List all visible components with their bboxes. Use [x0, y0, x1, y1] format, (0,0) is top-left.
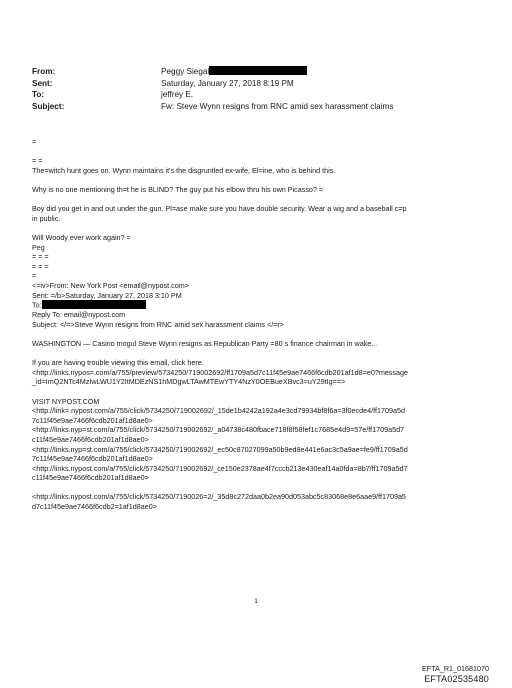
body-line: <=iv>From: New York Post <email@nypost.com> [32, 280, 189, 290]
body-line: = = [32, 156, 43, 166]
body-line: The=witch hunt goes on. Wynn maintains it's the disgruntled ex-wife, El=ine, who is behind this. [32, 165, 336, 175]
body-line: <http://links.nyp=st.com/a/755/click/5734250/719002692/_a04738c480fbace718f8f58fef1c7685e4d9=57e/ff1709a5d7 [32, 425, 405, 435]
body-line: Will Woody ever work again? = [32, 232, 131, 242]
email-body [32, 137, 492, 512]
to-label: To: [32, 90, 45, 99]
body-line: WASHINGTON — Casino mogul Steve Wynn resigns as Republican Party =80 s finance chairman in wake... [32, 338, 378, 348]
from-value: Peggy Siegal [161, 67, 210, 76]
body-line: Boy did you get in and out under the gun. Pl=ase make sure you have double security. Wear a wig and a baseball c=p [32, 204, 407, 214]
body-line: VISIT NYPOST.COM [32, 396, 100, 406]
footer-id-small: EFTA_R1_01681070 [422, 664, 489, 673]
sent-label: Sent: [32, 78, 53, 88]
body-line: in public. [32, 213, 61, 223]
body-line: = [32, 137, 37, 146]
body-line: Peg [32, 242, 45, 252]
body-line: _id=ImQ2NTc4MzIwLWU1Y2ItMDEzNS1hMDgwLTAwMTEwYTY4NzY0OEBueXBvc3=uY29tIg==> [32, 377, 346, 387]
body-line: c11f45e9ae7466f6cdb201af1d8ae0> [32, 434, 149, 444]
body-line: Reply To: email@nypost.com [32, 310, 126, 320]
body-line: Sent: =/b>Saturday, January 27, 2018 3:10 PM [32, 290, 182, 300]
email-header [32, 66, 492, 112]
body-line: <http://links.nypost.com/a/755/click/5734250/719002692/_ce150e2378ae4f7cccb213e430eaf14a0fda=8b7/ff1709a5d7 [32, 463, 408, 473]
body-line: = = = [32, 261, 49, 271]
body-line: c11f45e9ae7466f6cdb201af1d8ae0> [32, 473, 149, 483]
body-line: <http://link=.nypost.com/a/755/click/5734250/719002692/_15de1b4242a192a4e3cd79934bf8f6a=3f0ecde4/ff1709a5d [32, 406, 405, 416]
footer-id-large: EFTA02535480 [424, 674, 489, 684]
redaction-block [42, 300, 146, 309]
to-line-label: To: [32, 300, 42, 310]
body-line: If you are having trouble viewing this email, click here. [32, 358, 204, 368]
subject-value: Fw: Steve Wynn resigns from RNC amid sex harassment claims [161, 101, 394, 111]
from-label: From: [32, 67, 56, 76]
body-line: Why is no one mentioning th=t he is BLIND? The guy put his elbow thru his own Picasso? = [32, 184, 324, 194]
body-line: 7c11f45e9ae7466f6cdb201af1d8ae0> [32, 454, 153, 464]
to-value: jeffrey E. [161, 90, 194, 99]
body-line: 7c11f45e9ae7466f6cdb201af1d8ae0> [32, 415, 153, 425]
body-line: Subject: </=>Steve Wynn resigns from RNC amid sex harassment claims </=r> [32, 319, 284, 329]
subject-label: Subject: [32, 101, 65, 111]
body-line: <http://links.nypost.com/a/755/click/5734250/7190026=2/_35d8c272daa0b2ea90d053abc5c83068e8e6aae9/ff1709a5 [32, 492, 406, 502]
body-line: = = = [32, 252, 49, 262]
redaction-block [209, 66, 307, 75]
body-line [32, 300, 492, 310]
body-line: <http://links.nyp=st.com/a/755/click/5734250/719002692/_ec50c87027099a50b9ed8e441e6ac3c5a9ae=fe9/ff1709a5d [32, 444, 408, 454]
body-line: <http://links.nypos=.com/a/755/preview/5734250/719002692/ff1709a5d7c11f45e9ae7466f6cdb201af1d8=e0?message [32, 367, 408, 377]
body-line: = [32, 271, 37, 281]
sent-value: Saturday, January 27, 2018 8:19 PM [161, 78, 294, 88]
body-line: d7c11f45e9ae7466f6cdb2=1af1d8ae0> [32, 502, 157, 512]
page-number: 1 [254, 598, 258, 605]
